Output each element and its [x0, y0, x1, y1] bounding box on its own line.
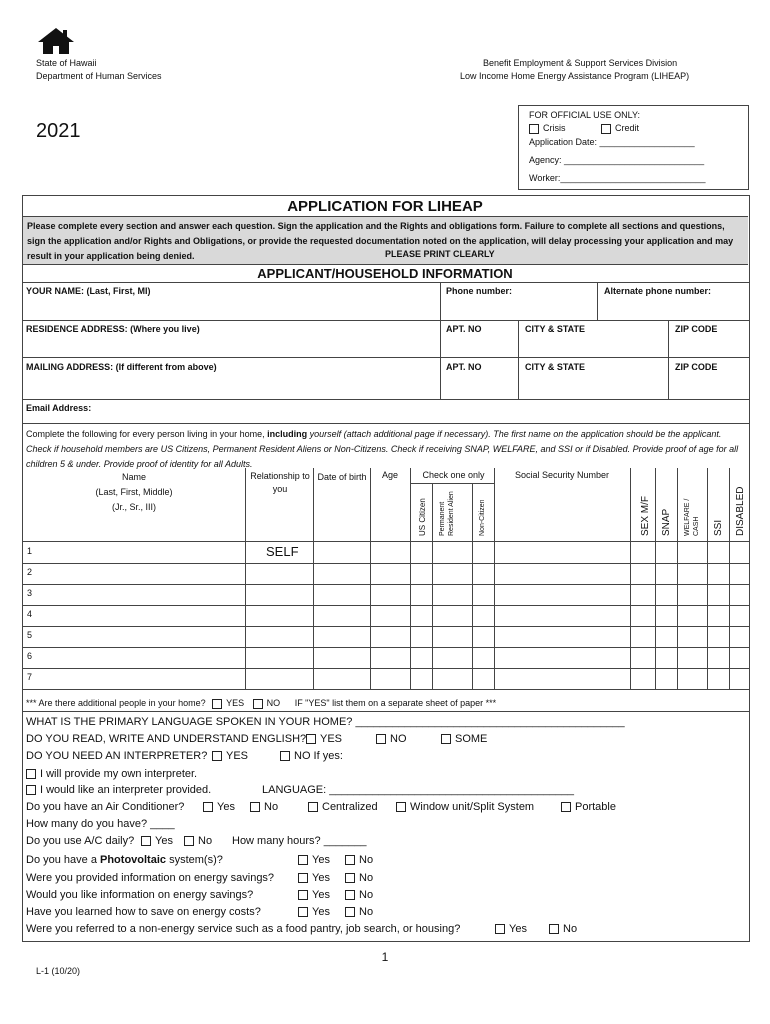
ac-daily-no-checkbox[interactable]	[184, 836, 194, 846]
program-label: Low Income Home Energy Assistance Program (LIHEAP)	[460, 71, 690, 81]
residence-zip-label: ZIP CODE	[675, 324, 718, 334]
crisis-checkbox[interactable]	[529, 124, 539, 134]
worker-field[interactable]: Worker:_____________________________	[529, 173, 706, 183]
ac-question: Do you have an Air Conditioner?	[26, 801, 185, 813]
provided-interpreter-label: I would like an interpreter provided.	[40, 784, 212, 796]
english-some-checkbox[interactable]	[441, 734, 451, 744]
form-title: APPLICATION FOR LIHEAP	[287, 198, 483, 215]
referred-yes-checkbox[interactable]	[495, 924, 505, 934]
like-info-no-checkbox[interactable]	[345, 890, 355, 900]
email-label: Email Address:	[26, 403, 92, 413]
page-number: 1	[381, 950, 389, 964]
form-year: 2021	[36, 120, 81, 142]
ac-count-question[interactable]: How many do you have? ____	[26, 818, 175, 830]
interpreter-question: DO YOU NEED AN INTERPRETER?	[26, 750, 208, 762]
english-no-checkbox[interactable]	[376, 734, 386, 744]
primary-language-question[interactable]: WHAT IS THE PRIMARY LANGUAGE SPOKEN IN YOUR HOME? ____________________________________________	[26, 716, 625, 728]
print-clearly-label: PLEASE PRINT CLEARLY	[385, 249, 495, 259]
interpreter-yes-checkbox[interactable]	[212, 751, 222, 761]
col-ssi-header: SSI	[713, 519, 724, 536]
learned-no-checkbox[interactable]	[345, 907, 355, 917]
col-sex-header: SEX M/F	[640, 495, 651, 536]
state-label: State of Hawaii	[36, 58, 97, 68]
interpreter-no-checkbox[interactable]	[280, 751, 290, 761]
division-label: Benefit Employment & Support Services Division	[483, 58, 678, 68]
pv-yes-checkbox[interactable]	[298, 855, 308, 865]
interpreter-language-field[interactable]: LANGUAGE: ________________________________________	[262, 784, 574, 796]
application-date-field[interactable]: Application Date: ___________________	[529, 137, 695, 147]
self-relationship: SELF	[266, 544, 299, 559]
col-dob-header: Date of birth	[317, 472, 367, 482]
section-title: APPLICANT/HOUSEHOLD INFORMATION	[257, 266, 513, 281]
mailing-city-label: CITY & STATE	[525, 362, 586, 372]
ac-no-checkbox[interactable]	[250, 802, 260, 812]
household-instructions: Complete the following for every person living in your home, including yourself (attach additional page if necessary). The first name on the application should be the applicant. Check if household members are US Citizens, Permanent Resident Aliens or Non-Citizens. Check if receiving SNAP, WELFARE, and SSI or if Disabled. Provide proof of age for all children 5 & under. Provide proof of identity for all Adults.	[26, 429, 739, 469]
learned-yes-checkbox[interactable]	[298, 907, 308, 917]
ac-yes-checkbox[interactable]	[203, 802, 213, 812]
pv-no-checkbox[interactable]	[345, 855, 355, 865]
residence-city-label: CITY & STATE	[525, 324, 586, 334]
row-number: 7	[27, 672, 33, 682]
referred-no-checkbox[interactable]	[549, 924, 559, 934]
credit-label: Credit	[615, 123, 640, 133]
mailing-address-label: MAILING ADDRESS: (If different from above)	[26, 362, 217, 372]
alternate-phone-label: Alternate phone number:	[604, 286, 712, 296]
col-disabled-header: DISABLED	[735, 486, 746, 536]
row-number: 6	[27, 651, 33, 661]
col-permanent-resident-header: Permanent Resident Alien	[439, 491, 455, 536]
row-number: 4	[27, 609, 33, 619]
official-use-title: FOR OFFICIAL USE ONLY:	[529, 110, 641, 120]
ac-centralized-checkbox[interactable]	[308, 802, 318, 812]
referred-question: Were you referred to a non-energy service such as a food pantry, job search, or housing?	[26, 923, 461, 935]
col-welfare-header: WELFARE / CASH	[684, 498, 700, 536]
house-icon	[36, 26, 76, 56]
col-non-citizen-header: Non-Citizen	[479, 499, 486, 536]
mailing-zip-label: ZIP CODE	[675, 362, 718, 372]
ac-hours-field[interactable]: How many hours? _______	[232, 835, 367, 847]
col-us-citizen-header: US Citizen	[418, 498, 427, 536]
crisis-label: Crisis	[543, 123, 566, 133]
photovoltaic-question: Do you have a Photovoltaic system(s)?	[26, 854, 223, 866]
provided-info-yes-checkbox[interactable]	[298, 873, 308, 883]
agency-field[interactable]: Agency: ____________________________	[529, 155, 705, 165]
form-id: L-1 (10/20)	[36, 966, 81, 976]
instructions-text: Please complete every section and answer each question. Sign the application and the Rights and obligations form. Failure to complete all sections and questions, sign the application and/or Rights and Obligations, or provide the requested documentation noted on the application, will delay processing your application and may result in your application being denied.	[27, 221, 734, 261]
your-name-label: YOUR NAME: (Last, First, MI)	[26, 286, 151, 296]
ac-window-checkbox[interactable]	[396, 802, 406, 812]
row-number: 1	[27, 546, 33, 556]
col-name-header: Name (Last, First, Middle) (Jr., Sr., III)	[95, 472, 173, 512]
mailing-apt-label: APT. NO	[446, 362, 482, 372]
ac-daily-question: Do you use A/C daily?	[26, 835, 135, 847]
additional-yes-checkbox[interactable]	[212, 699, 222, 709]
col-ssn-header: Social Security Number	[514, 470, 610, 480]
additional-no-checkbox[interactable]	[253, 699, 263, 709]
col-relationship-header: Relationship to you	[250, 471, 310, 494]
english-question: DO YOU READ, WRITE AND UNDERSTAND ENGLISH?	[26, 733, 307, 745]
additional-people-question: *** Are there additional people in your home? YES NO IF "YES" list them on a separate sheet of paper ***	[26, 698, 497, 708]
your-name-input[interactable]	[23, 297, 438, 317]
ac-portable-checkbox[interactable]	[561, 802, 571, 812]
residence-address-label: RESIDENCE ADDRESS: (Where you live)	[26, 324, 200, 334]
col-age-header: Age	[381, 470, 398, 480]
own-interpreter-checkbox[interactable]	[26, 769, 36, 779]
learned-question: Have you learned how to save on energy costs?	[26, 906, 261, 918]
residence-apt-label: APT. NO	[446, 324, 482, 334]
col-citizenship-header: Check one only	[422, 470, 485, 480]
credit-checkbox[interactable]	[601, 124, 611, 134]
provided-info-question: Were you provided information on energy savings?	[26, 872, 275, 884]
ac-daily-yes-checkbox[interactable]	[141, 836, 151, 846]
provided-interpreter-checkbox[interactable]	[26, 785, 36, 795]
english-yes-checkbox[interactable]	[306, 734, 316, 744]
row-number: 2	[27, 567, 33, 577]
like-info-question: Would you like information on energy savings?	[26, 889, 254, 901]
row-number: 5	[27, 630, 33, 640]
col-snap-header: SNAP	[661, 508, 672, 536]
department-label: Department of Human Services	[36, 71, 162, 81]
like-info-yes-checkbox[interactable]	[298, 890, 308, 900]
row-number: 3	[27, 588, 33, 598]
official-use-box	[518, 105, 749, 190]
own-interpreter-label: I will provide my own interpreter.	[40, 768, 198, 780]
phone-label: Phone number:	[446, 286, 513, 296]
provided-info-no-checkbox[interactable]	[345, 873, 355, 883]
